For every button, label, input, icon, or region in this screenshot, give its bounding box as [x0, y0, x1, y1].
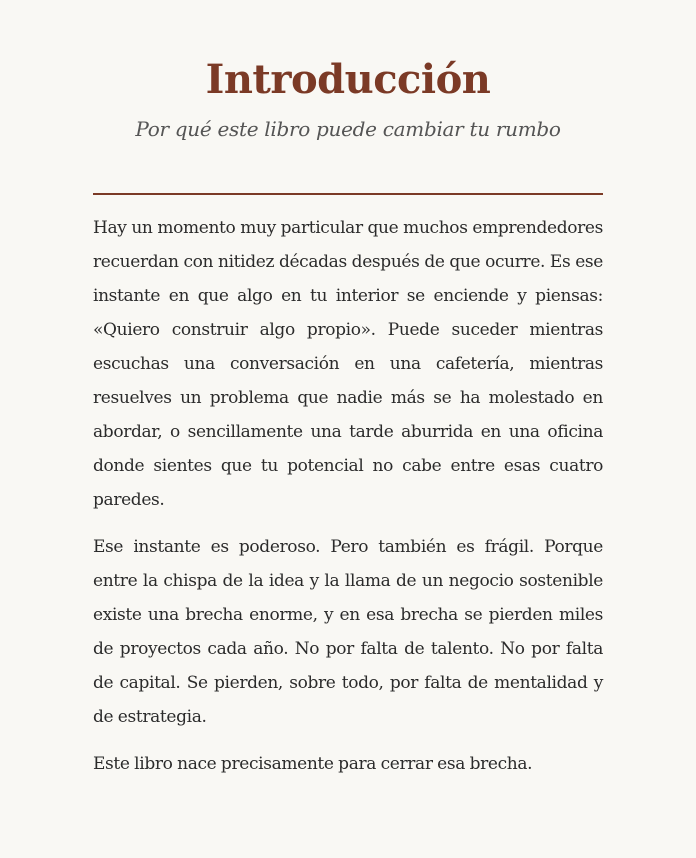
paragraph-2: Ese instante es poderoso. Pero también es frágil. Porque entre la chispa de la idea y la llama de un negocio sostenible existe una brecha enorme, y en esa brecha se pierden miles de proyectos cada año. No por falta de talento. No por falta de capital. Se pierden, sobre todo, por falta de mentalidad y de estrategia.: [93, 537, 603, 727]
chapter-title: Introducción: [205, 56, 491, 103]
chapter-body: [93, 211, 603, 794]
title-divider: [93, 193, 603, 195]
paragraph-1: Hay un momento muy particular que muchos emprendedores recuerdan con nitidez décadas después de que ocurre. Es ese instante en que algo en tu interior se enciende y piensas: «Quiero construir algo propio». Puede suceder mientras escuchas una conversación en una cafetería, mientras resuelves un problema que nadie más se ha molestado en abordar, o sencillamente una tarde aburrida en una oficina donde sientes que tu potencial no cabe entre esas cuatro paredes.: [93, 218, 603, 510]
chapter-subtitle: Por qué este libro puede cambiar tu rumbo: [135, 117, 561, 141]
paragraph-3: Este libro nace precisamente para cerrar esa brecha.: [93, 754, 533, 774]
